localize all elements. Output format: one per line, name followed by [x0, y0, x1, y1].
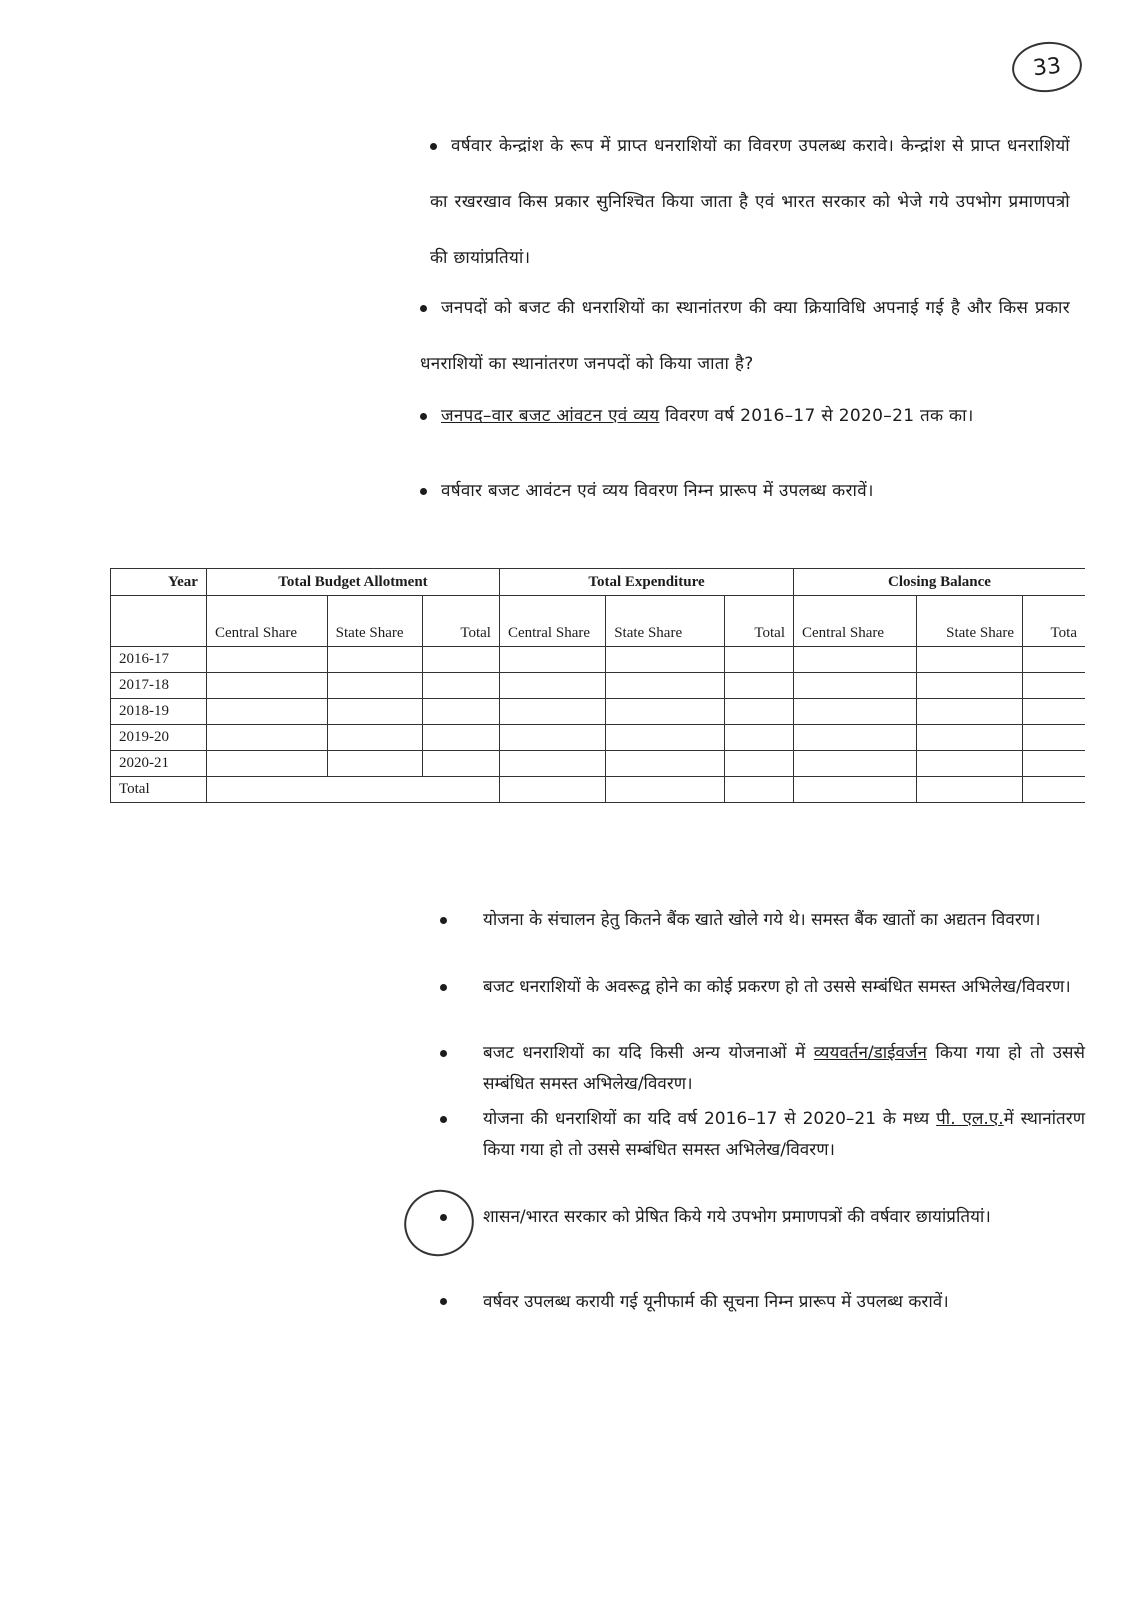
intro-paragraph-1-text: वर्षवार केन्द्रांश के रूप में प्राप्त धनराशियों का विवरण उपलब्ध करावे। केन्द्रांश से प्राप्त धनराशियों का रखरखाव किस प्रकार सुनिश्चित किया जाता है एवं भारत सरकार को भेजे गये उपभोग प्रमाणपत्रो की छायांप्रतियां।	[430, 136, 1070, 268]
intro-paragraph-4	[420, 478, 1070, 504]
table-header-row	[111, 569, 1086, 596]
subheader-exp-state: State Share	[606, 596, 725, 647]
intro-paragraph-1	[430, 118, 1070, 286]
list-item-4-part-b: में स्थानांतरण किया गया हो तो उससे सम्बंधित समस्त अभिलेख/विवरण।	[483, 1109, 1085, 1160]
subheader-budget-total: Total	[422, 596, 499, 647]
pla-underlined: पी. एल.ए.	[936, 1109, 1004, 1129]
subheader-close-total: Tota	[1023, 596, 1085, 647]
list-item-text	[483, 1038, 1085, 1100]
list-item-3-part-a: बजट धनराशियों का यदि किसी अन्य योजनाओं में	[483, 1043, 814, 1063]
row-year-label: 2017-18	[111, 673, 207, 699]
list-item	[440, 1202, 1085, 1233]
table-subheader-row	[111, 596, 1086, 647]
intro-paragraph-3	[420, 398, 1070, 434]
intro-paragraph-3-text: विवरण वर्ष 2016–17 से 2020–21 तक का।	[659, 406, 974, 426]
bullet-icon	[440, 917, 447, 924]
list-item-text: बजट धनराशियों के अवरूद्व होने का कोई प्रकरण हो तो उससे सम्बंधित समस्त अभिलेख/विवरण।	[483, 977, 1071, 997]
subheader-close-central: Central Share	[793, 596, 916, 647]
header-year: Year	[111, 569, 207, 596]
row-year-label: 2016-17	[111, 647, 207, 673]
budget-table	[110, 568, 1085, 803]
diversion-underlined: व्ययवर्तन/डाईवर्जन	[813, 1043, 927, 1063]
list-item-text	[483, 1104, 1085, 1166]
subheader-budget-state: State Share	[327, 596, 422, 647]
bullet-icon	[420, 413, 427, 420]
bullet-icon	[440, 1298, 447, 1305]
list-item	[440, 905, 1085, 936]
table-row	[111, 673, 1086, 699]
subheader-exp-central: Central Share	[499, 596, 605, 647]
header-total-expenditure: Total Expenditure	[499, 569, 793, 596]
intro-paragraph-2	[420, 280, 1070, 392]
list-item	[440, 972, 1085, 1003]
table-row-total	[111, 777, 1086, 803]
intro-paragraph-2-text: जनपदों को बजट की धनराशियों का स्थानांतरण की क्या क्रियाविधि अपनाई गई है और किस प्रकार धनराशियों का स्थानांतरण जनपदों को किया जाता है?	[420, 298, 1070, 374]
list-item-3-part-b: किया गया हो तो उससे सम्बंधित समस्त अभिलेख/विवरण।	[483, 1043, 1085, 1094]
page-number: 33	[1010, 38, 1085, 95]
list-item	[440, 1038, 1085, 1100]
subheader-close-state: State Share	[916, 596, 1022, 647]
row-year-label: 2019-20	[111, 725, 207, 751]
bullet-icon	[420, 305, 427, 312]
table-row	[111, 751, 1086, 777]
list-item	[440, 1104, 1085, 1166]
bullet-icon	[440, 1214, 447, 1221]
bullet-icon	[420, 488, 427, 495]
table-row	[111, 647, 1086, 673]
row-total-label: Total	[111, 777, 207, 803]
bullet-icon	[440, 1116, 447, 1123]
bullet-icon	[440, 1050, 447, 1057]
list-item-4-part-a: योजना की धनराशियों का यदि वर्ष 2016–17 से 2020–21 के मध्य	[483, 1109, 937, 1129]
list-item-text: योजना के संचालन हेतु कितने बैंक खाते खोले गये थे। समस्त बैंक खातों का अद्यतन विवरण।	[483, 910, 1041, 930]
row-year-label: 2020-21	[111, 751, 207, 777]
table-row	[111, 725, 1086, 751]
subheader-budget-central: Central Share	[206, 596, 327, 647]
header-closing-balance: Closing Balance	[793, 569, 1085, 596]
header-total-budget-allotment: Total Budget Allotment	[206, 569, 499, 596]
bullet-icon	[440, 984, 447, 991]
list-item-text: शासन/भारत सरकार को प्रेषित किये गये उपभोग प्रमाणपत्रों की वर्षवार छायांप्रतियां।	[483, 1207, 991, 1227]
row-year-label: 2018-19	[111, 699, 207, 725]
district-budget-underlined: जनपद–वार बजट आंवटन एवं व्यय	[441, 406, 660, 426]
table-row	[111, 699, 1086, 725]
intro-paragraph-4-text: वर्षवार बजट आवंटन एवं व्यय विवरण निम्न प्रारूप में उपलब्ध करावें।	[441, 481, 874, 501]
subheader-year-blank	[111, 596, 207, 647]
bullet-icon	[430, 143, 437, 150]
list-item	[440, 1280, 1085, 1324]
list-item-text: वर्षवर उपलब्ध करायी गई यूनीफार्म की सूचना निम्न प्रारूप में उपलब्ध करावें।	[483, 1292, 949, 1312]
subheader-exp-total: Total	[724, 596, 793, 647]
